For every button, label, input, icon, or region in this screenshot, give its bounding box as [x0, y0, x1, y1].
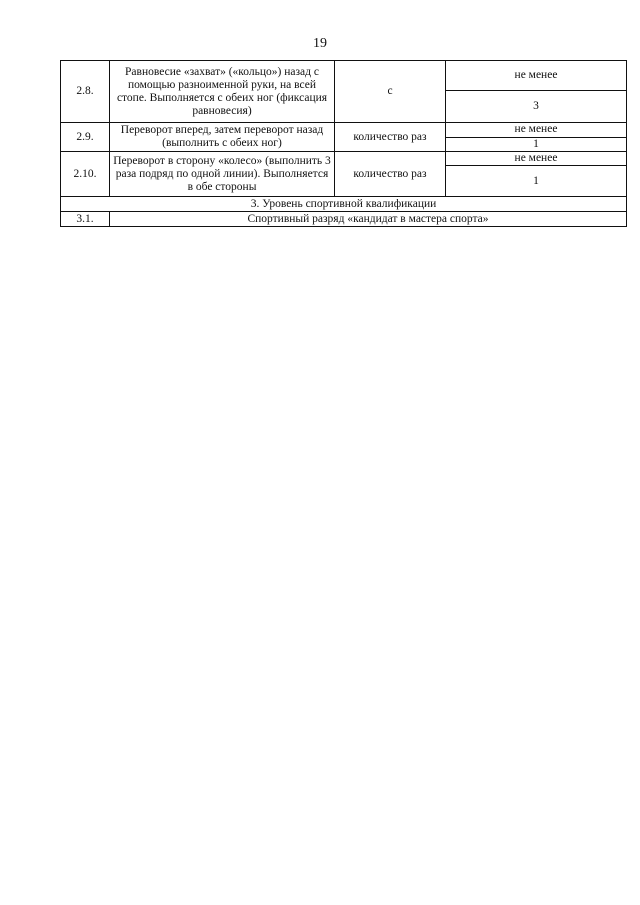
row-number: 2.9.	[61, 123, 110, 152]
row-number: 3.1.	[61, 212, 110, 227]
exercise-description: Переворот вперед, затем переворот назад (выполнить с обеих ног)	[110, 123, 335, 152]
row-number: 2.10.	[61, 152, 110, 197]
table-row	[61, 152, 627, 166]
row-number: 2.8.	[61, 61, 110, 123]
norm-value: 1	[446, 137, 627, 152]
norm-value: 3	[446, 91, 627, 123]
table-row	[61, 61, 627, 91]
table-row	[61, 212, 627, 227]
exercise-description: Переворот в сторону «колесо» (выполнить 3 раза подряд по одной линии). Выполняется в обе стороны	[110, 152, 335, 197]
section-heading-row	[61, 197, 627, 212]
section-heading: 3. Уровень спортивной квалификации	[61, 197, 627, 212]
page-number: 19	[313, 36, 327, 51]
exercise-description: Равновесие «захват» («кольцо») назад с помощью разноименной руки, на всей стопе. Выполняется с обеих ног (фиксация равновесия)	[110, 61, 335, 123]
unit-of-measure: с	[335, 61, 446, 123]
unit-of-measure: количество раз	[335, 152, 446, 197]
norms-table	[60, 60, 627, 227]
value-label: не менее	[446, 61, 627, 91]
qualification-text: Спортивный разряд «кандидат в мастера спорта»	[110, 212, 627, 227]
value-label: не менее	[446, 152, 627, 166]
unit-of-measure: количество раз	[335, 123, 446, 152]
norm-value: 1	[446, 166, 627, 197]
table-row	[61, 123, 627, 138]
value-label: не менее	[446, 123, 627, 138]
